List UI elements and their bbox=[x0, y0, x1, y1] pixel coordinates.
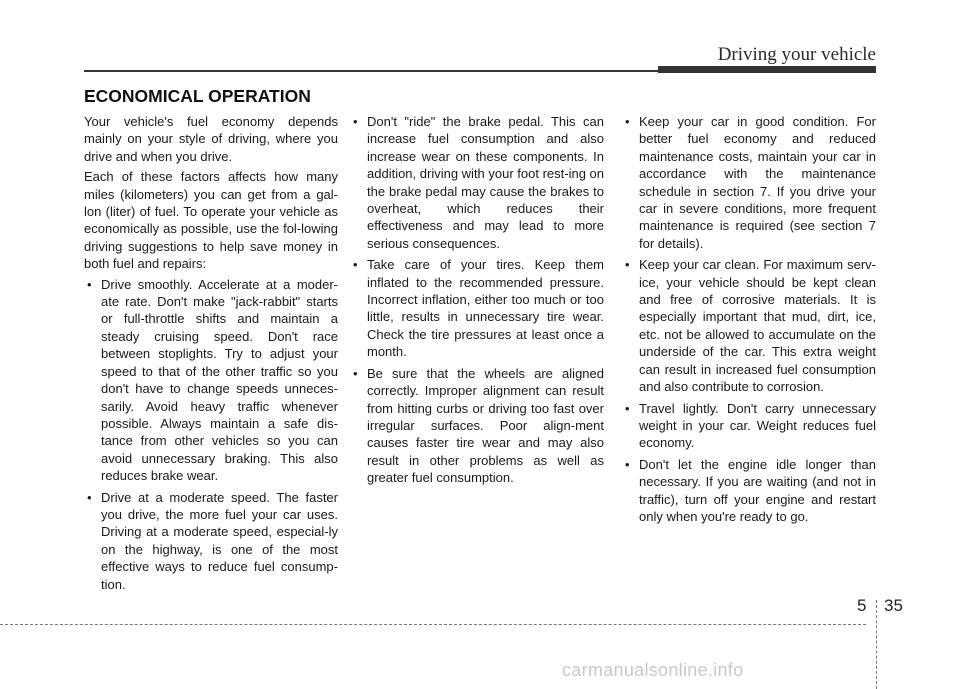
paragraph: Each of these factors affects how many miles (kilometers) you can get from a gal-lon (liter) of fuel. To operate your vehicle as economically as possible, use the fol-lowing driving suggestions to help save money in both fuel and repairs: bbox=[84, 169, 338, 272]
header-rule-thick bbox=[658, 66, 876, 73]
watermark: carmanualsonline.info bbox=[562, 660, 744, 680]
footer-vertical-dashed-rule bbox=[876, 600, 877, 689]
page-number: 35 bbox=[884, 596, 903, 615]
list-item: • Take care of your tires. Keep them inflated to the recommended pressure. Incorrect inflation, either too much or too little, results in unnecessary tire wear. Check the tire pressures at least once a month. bbox=[350, 256, 604, 360]
section-title: ECONOMICAL OPERATION bbox=[84, 86, 311, 106]
text-column-2 bbox=[350, 113, 604, 491]
list-item: • Be sure that the wheels are aligned correctly. Improper alignment can result from hitting curbs or driving too fast over irregular surfaces. Poor align-ment causes faster tire wear and may also result in other problems as well as greater fuel consumption. bbox=[350, 365, 604, 487]
list-item: • Don't let the engine idle longer than necessary. If you are waiting (and not in traffic), turn off your engine and restart only when you're ready to go. bbox=[622, 456, 876, 526]
list-item: • Travel lightly. Don't carry unnecessary weight in your car. Weight reduces fuel economy. bbox=[622, 400, 876, 452]
chapter-number: 5 bbox=[857, 596, 867, 615]
list-item: • Drive at a moderate speed. The faster you drive, the more fuel your car uses. Driving at a moderate speed, especial-ly on the highway, is one of the most effective ways to reduce fuel consump-tion. bbox=[84, 489, 338, 593]
bullet-list bbox=[622, 113, 876, 525]
paragraph: Your vehicle's fuel economy depends mainly on your style of driving, where you drive and when you drive. bbox=[84, 114, 338, 164]
bullet-list bbox=[350, 113, 604, 487]
bullet-list bbox=[84, 276, 338, 593]
list-item: • Keep your car in good condition. For better fuel economy and reduced maintenance costs, maintain your car in accordance with the maintenance schedule in section 7. If you drive your car in severe conditions, more frequent maintenance is required (see section 7 for details). bbox=[622, 113, 876, 252]
list-item: • Drive smoothly. Accelerate at a moder-ate rate. Don't make "jack-rabbit" starts or full-throttle shifts and maintain a steady cruising speed. Don't race between stoplights. Try to adjust your speed to that of the other traffic so you don't have to change speeds unneces-sarily. Avoid heavy traffic whenever possible. Always maintain a safe dis-tance from other vehicles so you can avoid unnecessary braking. This also reduces brake wear. bbox=[84, 276, 338, 485]
list-item: • Don't "ride" the brake pedal. This can increase fuel consumption and also increase wear on these components. In addition, driving with your foot rest-ing on the brake pedal may cause the brakes to overheat, which reduces their effectiveness and may lead to more serious consequences. bbox=[350, 113, 604, 252]
list-item: • Keep your car clean. For maximum serv-ice, your vehicle should be kept clean and free of corrosive materials. It is especially important that mud, dirt, ice, etc. not be allowed to accumulate on the underside of the car. This extra weight can result in increased fuel consumption and also contribute to corrosion. bbox=[622, 256, 876, 395]
header-title: Driving your vehicle bbox=[717, 44, 876, 65]
header-rule-thin bbox=[84, 70, 660, 72]
text-column-3 bbox=[622, 113, 876, 529]
text-column-1 bbox=[84, 113, 338, 597]
footer-dashed-rule bbox=[0, 624, 866, 625]
